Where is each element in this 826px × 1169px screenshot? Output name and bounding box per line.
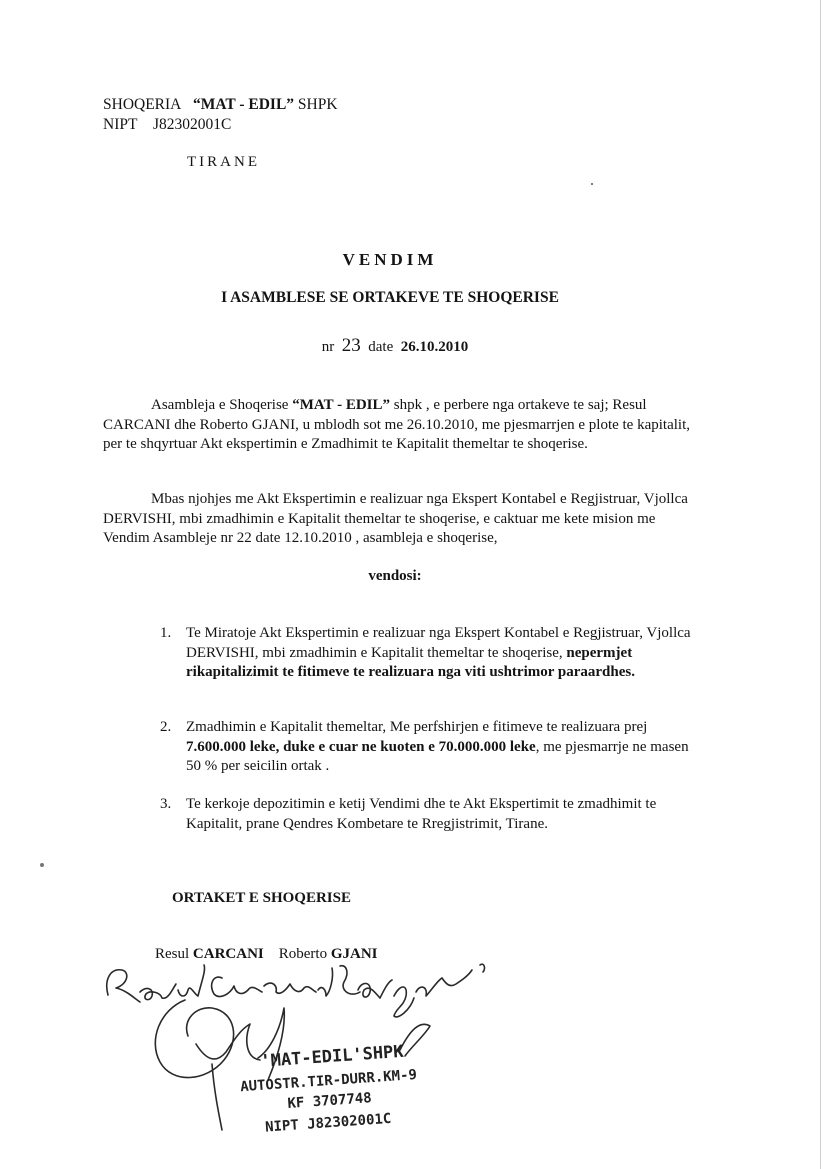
item-text-bold: nepermjet rikapitalizimit te fitimeve te realizuara nga viti ushtrimor paraardhes. (186, 644, 635, 680)
company-prefix: SHOQERIA (103, 96, 182, 113)
handwritten-signature-line (107, 964, 485, 1017)
p2-text: Mbas njohjes me Akt Ekspertimin e realizuar nga Ekspert Kontabel e Regjistruar, Vjollca DERVISHI, mbi zmadhimin e Kapitalit themeltar te shoqerise, e caktuar me kete mision me Vendim Asambleje nr 22 date 12.10.2010 , asambleja e shoqerise, (103, 491, 688, 546)
item-number: 3. (160, 796, 172, 812)
document-subtitle: I ASAMBLESE SE ORTAKEVE TE SHOQERISE (221, 289, 559, 306)
date-value: 26.10.2010 (400, 339, 469, 355)
item-text: Te kerkoje depozitimin e ketij Vendimi dhe te Akt Ekspertimit te zmadhimit te Kapitalit, prane Qendres Kombetare te Rregjistrimit, Tirane. (186, 796, 657, 832)
nipt-label: NIPT (103, 116, 138, 133)
company-stamp (238, 1041, 420, 1137)
p1-rest: shpk , e perbere nga ortakeve te saj; Resul CARCANI dhe Roberto GJANI, u mblodh sot me 26.10.2010, me pjesmarrjen e plote te kapitalit, per te shqyrtuar Akt ekspertimin e Zmadhimit te Kapitalit themeltar te shoqerise. (103, 397, 690, 452)
partner1-last: CARCANI (192, 946, 264, 962)
item-number: 2. (160, 719, 172, 735)
stamp-line-4: NIPT J82302001C (264, 1110, 392, 1136)
item-text-end: , me pjesmarrje ne masen 50 % per seicilin ortak . (186, 738, 689, 774)
item-text: Zmadhimin e Kapitalit themeltar, Me perfshirjen e fitimeve te realizuara prej (186, 719, 648, 735)
date-label: date (368, 339, 394, 355)
company-suffix: SHPK (297, 96, 338, 113)
p1-company: “MAT - EDIL” (292, 397, 391, 413)
document-title: VENDIM (342, 250, 438, 269)
nr-value: 23 (341, 335, 361, 356)
company-name: “MAT - EDIL” (193, 96, 295, 113)
stamp-line-3: KF 3707748 (287, 1090, 373, 1112)
partner2-first: Roberto (278, 946, 328, 962)
item-text: Te Miratoje Akt Ekspertimin e realizuar nga Ekspert Kontabel e Regjistruar, Vjollca DERVISHI, mbi zmadhimin e Kapitalit themeltar te shoqerise, (186, 625, 691, 661)
partners-heading: ORTAKET E SHOQERISE (172, 890, 351, 906)
scan-speck (591, 183, 593, 185)
scan-speck (40, 863, 44, 867)
nr-label: nr (321, 339, 335, 355)
partner2-last: GJANI (330, 946, 378, 962)
item-text-bold: 7.600.000 leke, duke e cuar ne kuoten e 70.000.000 leke (186, 738, 536, 755)
stamp-line-1: 'MAT-EDIL'SHPK (259, 1041, 405, 1072)
nipt-value: J82302001C (152, 116, 232, 133)
stamp-line-2: AUTOSTR.TIR-DURR.KM-9 (239, 1066, 418, 1096)
partner1-first: Resul (155, 946, 190, 962)
item-number: 1. (160, 625, 172, 641)
decides-label: vendosi: (368, 568, 422, 584)
p1-start: Asambleja e Shoqerise (151, 397, 293, 413)
city: TIRANE (187, 154, 260, 170)
